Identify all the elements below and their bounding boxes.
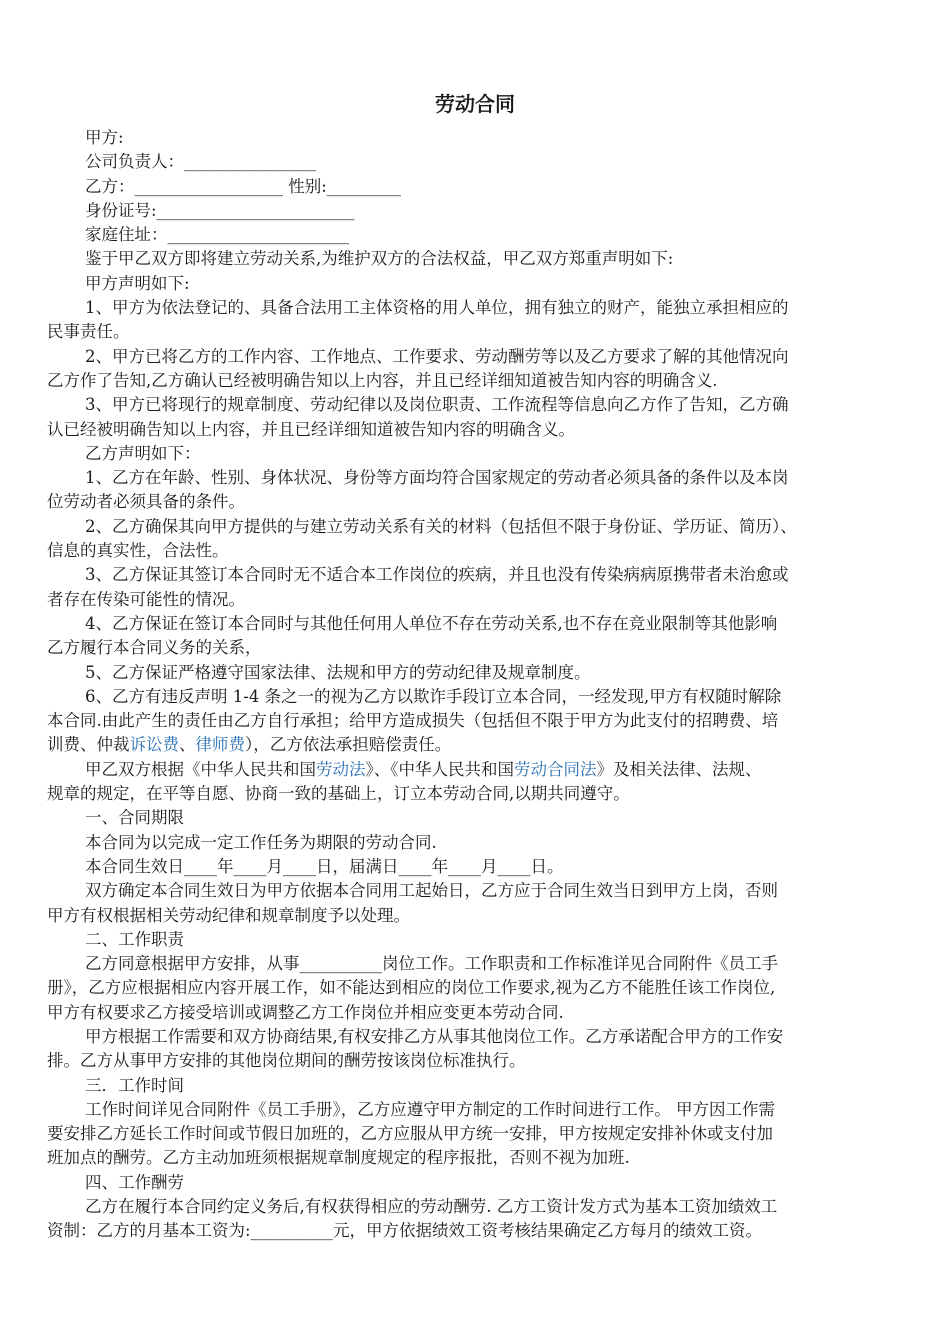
- hyperlink[interactable]: 律师费: [195, 735, 245, 755]
- text-line: 规章的规定，在平等自愿、协商一致的基础上，订立本劳动合同,以期共同遵守。: [47, 784, 630, 804]
- text-segment: 、: [179, 735, 196, 755]
- text-line: 民事责任。: [47, 322, 130, 342]
- text-line: 6、乙方有违反声明 1-4 条之一的视为乙方以欺诈手段订立本合同，一经发现,甲方有权随时解除: [85, 686, 782, 706]
- text-segment: 甲乙双方根据《中华人民共和国: [85, 759, 316, 779]
- text-line: 2、乙方确保其向甲方提供的与建立劳动关系有关的材料（包括但不限于身份证、学历证、简历）、: [85, 516, 797, 536]
- text-line: 要安排乙方延长工作时间或节假日加班的，乙方应服从甲方统一安排，甲方按规定安排补休或支付加: [47, 1124, 773, 1144]
- text-line: 1、乙方在年龄、性别、身体状况、身份等方面均符合国家规定的劳动者必须具备的条件以及本岗: [85, 468, 789, 488]
- hyperlink[interactable]: 劳动法: [316, 759, 366, 779]
- text-line: 甲方:: [85, 128, 124, 147]
- text-line: 工作时间详见合同附件《员工手册》，乙方应遵守甲方制定的工作时间进行工作。 甲方因工作需: [85, 1099, 775, 1119]
- text-line: 甲方有权根据相关劳动纪律和规章制度予以处理。: [47, 905, 410, 925]
- text-line: 甲方根据工作需要和双方协商结果,有权安排乙方从事其他岗位工作。乙方承诺配合甲方的工作安: [85, 1026, 784, 1046]
- text-segment: 》及相关法律、法规、: [596, 759, 762, 779]
- text-line: 5、乙方保证严格遵守国家法律、法规和甲方的劳动纪律及规章制度。: [85, 662, 591, 682]
- text-line: 乙方在履行本合同约定义务后,有权获得相应的劳动酬劳. 乙方工资计发方式为基本工资加绩效工: [85, 1197, 778, 1217]
- text-line: 排。乙方从事甲方安排的其他岗位期间的酬劳按该岗位标准执行。: [47, 1051, 526, 1071]
- hyperlink[interactable]: 劳动合同法: [514, 759, 597, 779]
- text-line: 3、乙方保证其签订本合同时无不适合本工作岗位的疾病，并且也没有传染病病原携带者未治愈或: [85, 565, 789, 585]
- text-line: 信息的真实性，合法性。: [47, 541, 229, 561]
- text-line: 位劳动者必须具备的条件。: [47, 492, 245, 512]
- text-line: 3、甲方已将现行的规章制度、劳动纪律以及岗位职责、工作流程等信息向乙方作了告知，乙方确: [85, 395, 789, 415]
- text-line: 认已经被明确告知以上内容，并且已经详细知道被告知内容的明确含义。: [47, 419, 575, 439]
- text-line: 1、甲方为依法登记的、具备合法用工主体资格的用人单位，拥有独立的财产，能独立承担相应的: [85, 298, 789, 318]
- text-segment: ），乙方依法承担赔偿责任。: [245, 735, 452, 755]
- text-line: 甲方声明如下:: [85, 273, 190, 293]
- text-line: 乙方声明如下：: [85, 443, 201, 463]
- text-line: 家庭住址：______________________: [85, 225, 349, 245]
- document-body: [47, 126, 907, 1244]
- text-line: 鉴于甲乙双方即将建立劳动关系,为维护双方的合法权益，甲乙双方郑重声明如下:: [85, 249, 674, 269]
- document-title: 劳动合同: [435, 92, 515, 116]
- text-line: 乙方同意根据甲方安排，从事__________岗位工作。工作职责和工作标准详见合同附件《员工手: [85, 954, 778, 974]
- text-line: [47, 758, 907, 782]
- text-line: 乙方作了告知,乙方确认已经被明确告知以上内容，并且已经详细知道被告知内容的明确含义.: [47, 370, 718, 390]
- text-line: 本合同.由此产生的责任由乙方自行承担；给甲方造成损失（包括但不限于甲方为此支付的招聘费、培: [47, 711, 779, 731]
- text-line: 双方确定本合同生效日为甲方依据本合同用工起始日，乙方应于合同生效当日到甲方上岗，否则: [85, 881, 778, 901]
- text-line: 册》，乙方应根据相应内容开展工作，如不能达到相应的岗位工作要求,视为乙方不能胜任该工作岗位,: [47, 978, 776, 998]
- text-line: 4、乙方保证在签订本合同时与其他任何用人单位不存在劳动关系,也不存在竞业限制等其他影响: [85, 613, 778, 633]
- text-line: [47, 733, 907, 757]
- text-segment: 》、《中华人民共和国: [365, 759, 514, 779]
- text-line: 二、工作职责: [85, 929, 184, 949]
- hyperlink[interactable]: 诉讼费: [129, 735, 179, 755]
- text-line: 2、甲方已将乙方的工作内容、工作地点、工作要求、劳动酬劳等以及乙方要求了解的其他情况向: [85, 346, 789, 366]
- text-line: 三．工作时间: [85, 1075, 184, 1095]
- text-line: 一、合同期限: [85, 808, 184, 828]
- text-segment: 训费、仲裁: [47, 735, 130, 755]
- text-line: 乙方履行本合同义务的关系，: [47, 638, 262, 658]
- text-line: 四、工作酬劳: [85, 1172, 184, 1192]
- text-line: 者存在传染可能性的情况。: [47, 589, 245, 609]
- text-line: 身份证号:________________________: [85, 200, 355, 220]
- text-line: 甲方有权要求乙方接受培训或调整乙方工作岗位并相应变更本劳动合同.: [47, 1002, 564, 1022]
- text-line: 资制：乙方的月基本工资为:__________元，甲方依据绩效工资考核结果确定乙方每月的绩效工资。: [47, 1221, 763, 1241]
- text-line: 本合同为以完成一定工作任务为期限的劳动合同.: [85, 832, 437, 852]
- text-line: 班加点的酬劳。乙方主动加班须根据规章制度规定的程序报批，否则不视为加班.: [47, 1148, 630, 1168]
- text-line: 本合同生效日____年____月____日，届满日____年____月____日。: [85, 856, 564, 876]
- text-line: 乙方：__________________ 性别:_________: [85, 176, 402, 196]
- text-line: 公司负责人：________________: [85, 152, 316, 172]
